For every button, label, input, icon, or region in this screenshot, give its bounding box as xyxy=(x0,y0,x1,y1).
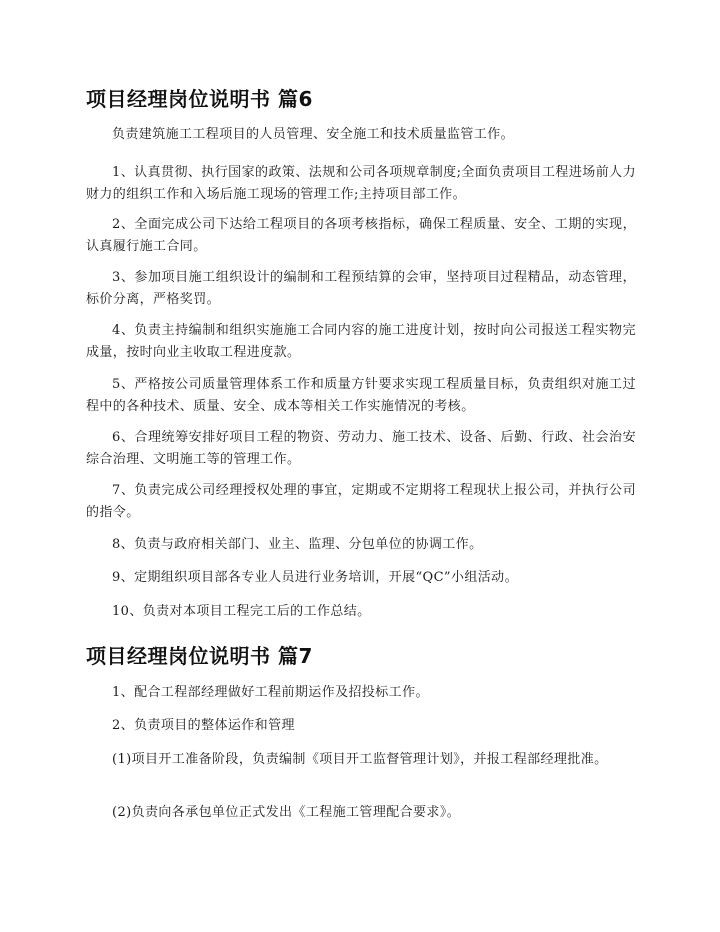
paragraph-item-2: 2、全面完成公司下达给工程项目的各项考核指标，确保工程质量、安全、工期的实现，认真履行施工合同。 xyxy=(86,217,636,254)
paragraph-subitem-1: (1)项目开工准备阶段，负责编制《项目开工监督管理计划》，并报工程部经理批准。 xyxy=(112,752,608,767)
paragraph-subitem-2: (2)负责向各承包单位正式发出《工程施工管理配合要求》。 xyxy=(112,805,461,820)
section-title-7: 项目经理岗位说明书 篇7 xyxy=(86,644,313,668)
paragraph-intro: 负责建筑施工工程项目的人员管理、安全施工和技术质量监管工作。 xyxy=(112,127,515,142)
paragraph-item-6: 6、合理统筹安排好项目工程的物资、劳动力、施工技术、设备、后勤、行政、社会治安综合治理、文明施工等的管理工作。 xyxy=(86,430,636,467)
paragraph-item-5: 5、严格按公司质量管理体系工作和质量方针要求实现工程质量目标，负责组织对施工过程中的各种技术、质量、安全、成本等相关工作实施情况的考核。 xyxy=(86,377,636,414)
paragraph-item-8: 8、负责与政府相关部门、业主、监理、分包单位的协调工作。 xyxy=(112,537,483,552)
paragraph-item-4: 4、负责主持编制和组织实施施工合同内容的施工进度计划，按时向公司报送工程实物完成量，按时向业主收取工程进度款。 xyxy=(86,323,636,360)
paragraph-item-1: 1、配合工程部经理做好工程前期运作及招投标工作。 xyxy=(112,685,429,700)
paragraph-item-7: 7、负责完成公司经理授权处理的事宜，定期或不定期将工程现状上报公司，并执行公司的指令。 xyxy=(86,483,636,520)
paragraph-item-3: 3、参加项目施工组织设计的编制和工程预结算的会审，坚持项目过程精品，动态管理，标价分离，严格奖罚。 xyxy=(86,270,636,307)
paragraph-item-2: 2、负责项目的整体运作和管理 xyxy=(112,718,295,733)
paragraph-item-9: 9、定期组织项目部各专业人员进行业务培训，开展“QC”小组活动。 xyxy=(112,570,518,585)
section-title-6: 项目经理岗位说明书 篇6 xyxy=(86,87,313,111)
paragraph-item-10: 10、负责对本项目工程完工后的工作总结。 xyxy=(112,604,371,619)
paragraph-item-1: 1、认真贯彻、执行国家的政策、法规和公司各项规章制度;全面负责项目工程进场前人力财力的组织工作和入场后施工现场的管理工作;主持项目部工作。 xyxy=(86,165,636,202)
